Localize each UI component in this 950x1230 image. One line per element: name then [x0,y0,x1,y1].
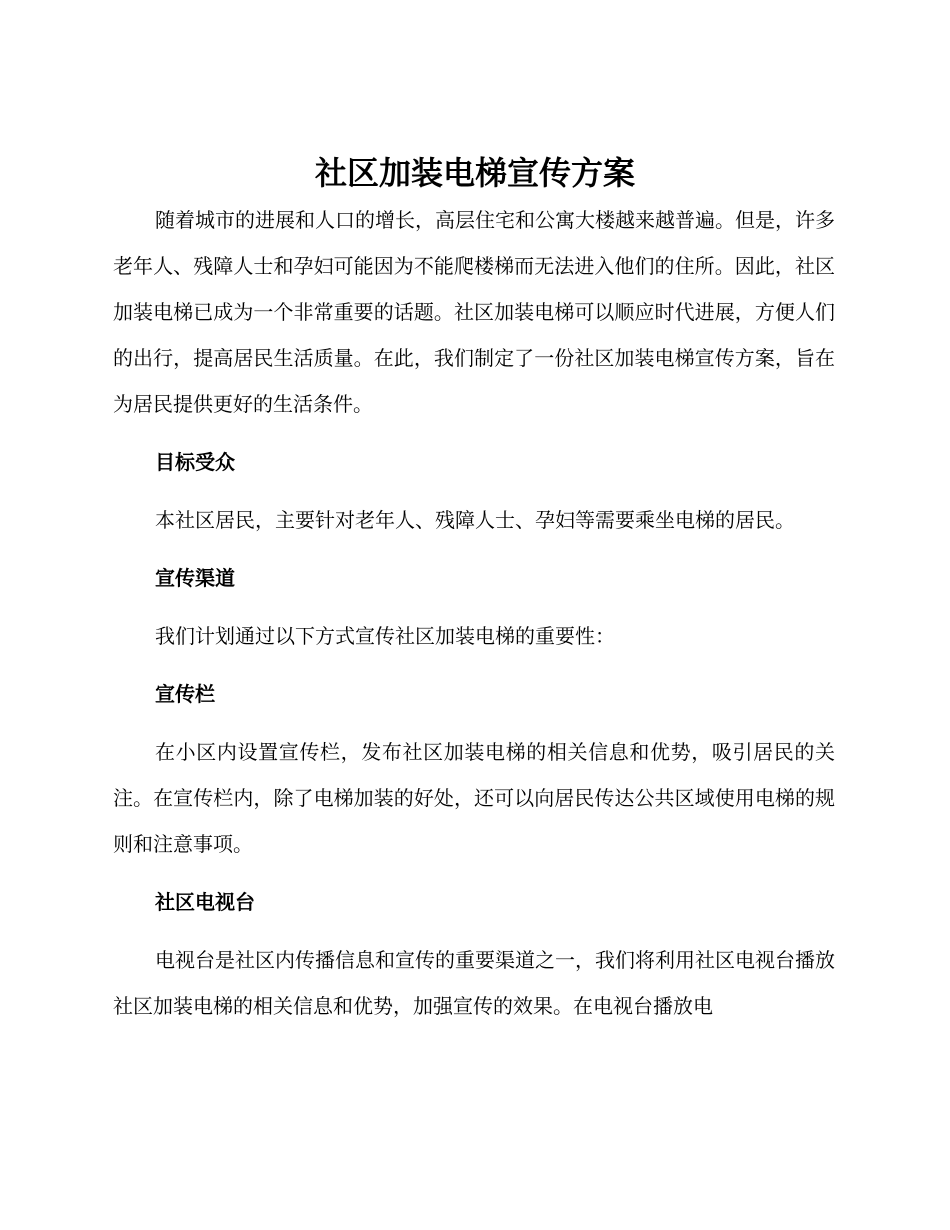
section-heading-channels: 宣传渠道 [155,566,235,590]
section-heading-bulletin-board: 宣传栏 [155,682,215,706]
section-paragraph-channels: 我们计划通过以下方式宣传社区加装电梯的重要性： [155,624,615,648]
section-heading-community-tv: 社区电视台 [155,890,255,914]
intro-paragraph: 随着城市的进展和人口的增长，高层住宅和公寓大楼越来越普遍。但是，许多老年人、残障人士和孕妇可能因为不能爬楼梯而无法进入他们的住所。因此，社区加装电梯已成为一个非常重要的话题。社区加装电梯可以顺应时代进展，方便人们的出行，提高居民生活质量。在此，我们制定了一份社区加装电梯宣传方案，旨在为居民提供更好的生活条件。 [113,208,835,416]
section-heading-target-audience: 目标受众 [155,450,235,474]
document-body [113,197,835,1041]
section-paragraph-bulletin-board: 在小区内设置宣传栏，发布社区加装电梯的相关信息和优势，吸引居民的关注。在宣传栏内，除了电梯加装的好处，还可以向居民传达公共区域使用电梯的规则和注意事项。 [113,740,835,856]
section-paragraph-target-audience: 本社区居民，主要针对老年人、残障人士、孕妇等需要乘坐电梯的居民。 [155,508,795,532]
section-paragraph-community-tv: 电视台是社区内传播信息和宣传的重要渠道之一，我们将利用社区电视台播放社区加装电梯的相关信息和优势，加强宣传的效果。在电视台播放电 [113,948,835,1018]
document-title: 社区加装电梯宣传方案 [314,154,635,192]
